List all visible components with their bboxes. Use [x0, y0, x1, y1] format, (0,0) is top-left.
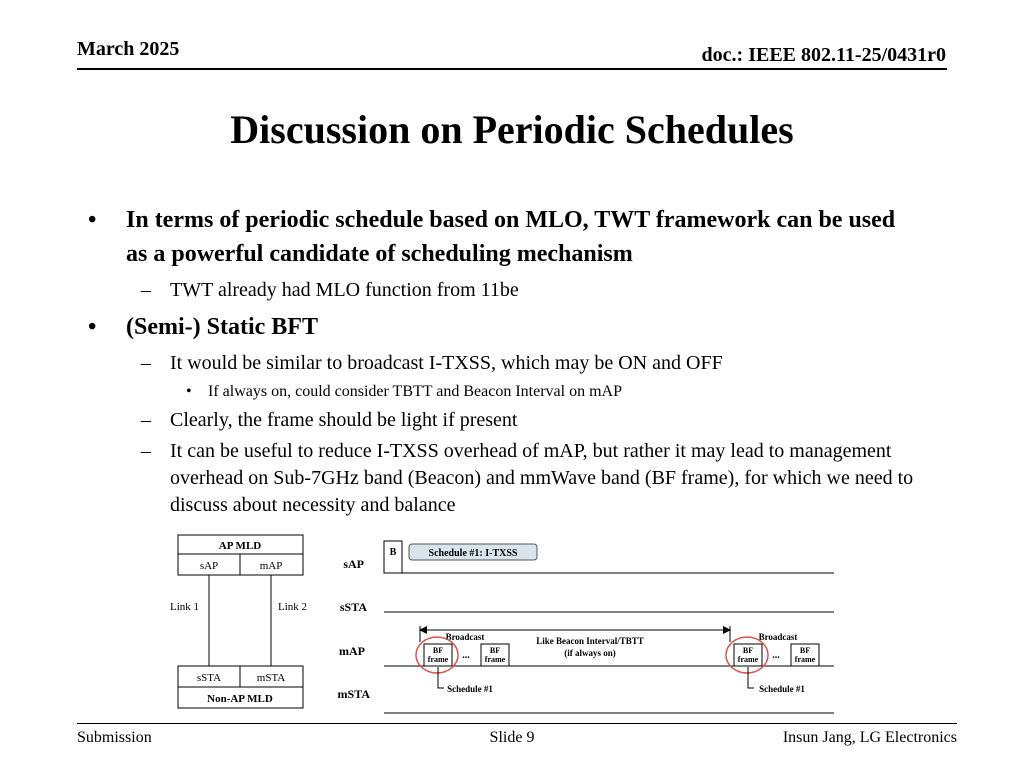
subbullet-light-frame — [88, 407, 918, 434]
bf-frame-label: BF — [432, 646, 444, 655]
link-2-label: Link 2 — [278, 601, 308, 613]
non-ap-mld-label: Non-AP MLD — [207, 693, 273, 705]
subsubbullet-tbtt — [88, 381, 918, 403]
bullet-text: (Semi-) Static BFT — [126, 314, 318, 340]
frame-ellipsis: ... — [772, 650, 780, 661]
subbullet-text: TWT already had MLO function from 11be — [170, 279, 519, 301]
footer-submission: Submission — [77, 729, 152, 746]
footer-rule — [77, 723, 957, 724]
header-rule — [77, 68, 947, 70]
footer-slide-number: Slide 9 — [489, 729, 535, 746]
schedule-box-label: Schedule #1: I-TXSS — [428, 548, 518, 559]
sap-cell: sAP — [199, 560, 219, 572]
interval-label-line2: (if always on) — [564, 648, 616, 658]
bf-frame-label: frame — [427, 655, 449, 664]
broadcast-label-left: Broadcast — [445, 632, 485, 642]
document-id: doc.: IEEE 802.11-25/0431r0 — [701, 44, 946, 66]
frame-ellipsis: ... — [462, 650, 470, 661]
link-1-label: Link 1 — [170, 601, 200, 613]
slide-title: Discussion on Periodic Schedules — [230, 107, 794, 152]
footer-author: Insun Jang, LG Electronics — [782, 729, 957, 746]
schedule-pointer-right — [748, 667, 754, 688]
subbullet-text: Clearly, the frame should be light if present — [170, 409, 518, 431]
slide-body — [88, 203, 918, 519]
subsubbullet-text: If always on, could consider TBTT and Beacon Interval on mAP — [208, 383, 622, 400]
interval-label-line1: Like Beacon Interval/TBTT — [536, 636, 644, 646]
subbullet-overhead — [88, 438, 918, 519]
schedule-label-left: Schedule #1 — [447, 684, 493, 694]
beacon-label: B — [389, 547, 397, 558]
small-bullet-marker: • — [186, 383, 192, 400]
bf-frame-label: BF — [489, 646, 501, 655]
map-cell: mAP — [259, 560, 283, 572]
dash-marker: – — [141, 352, 151, 374]
bf-frame-label: BF — [742, 646, 754, 655]
row-label-map: mAP — [339, 644, 365, 658]
bullet-text: In terms of periodic schedule based on MLO, TWT framework can be used as a powerful candidate of scheduling mechanism — [126, 207, 896, 267]
bf-frame-label: BF — [799, 646, 811, 655]
bf-frame-label: frame — [737, 655, 759, 664]
row-label-ssta: sSTA — [339, 600, 367, 614]
ap-mld-label: AP MLD — [218, 540, 262, 552]
ssta-cell: sSTA — [196, 672, 222, 684]
subbullet-twt-mlo — [88, 277, 918, 304]
mld-schedule-diagram — [168, 530, 840, 718]
schedule-label-right: Schedule #1 — [759, 684, 805, 694]
subbullet-text: It can be useful to reduce I-TXSS overhead of mAP, but rather it may lead to management overhead on Sub-7GHz band (Beacon) and mmWave band (BF frame), for which we need to discuss about necessity and balance — [170, 440, 914, 516]
subbullet-text: It would be similar to broadcast I-TXSS, which may be ON and OFF — [170, 352, 723, 374]
broadcast-label-right: Broadcast — [758, 632, 798, 642]
ap-mld-block — [178, 535, 303, 575]
bf-frame-label: frame — [484, 655, 506, 664]
non-ap-mld-block — [178, 666, 303, 708]
msta-cell: mSTA — [256, 672, 286, 684]
bullet-marker: • — [88, 207, 97, 233]
slide-date: March 2025 — [77, 38, 180, 60]
dash-marker: – — [141, 409, 151, 431]
bullet-marker: • — [88, 314, 97, 340]
row-label-msta: mSTA — [337, 687, 370, 701]
dash-marker: – — [141, 440, 151, 462]
row-label-sap: sAP — [343, 557, 364, 571]
bf-frame-label: frame — [794, 655, 816, 664]
bullet-static-bft — [88, 310, 918, 344]
subbullet-broadcast-itxss — [88, 350, 918, 377]
dash-marker: – — [141, 279, 151, 301]
bullet-twt-framework — [88, 203, 918, 271]
schedule-pointer-left — [438, 667, 444, 688]
